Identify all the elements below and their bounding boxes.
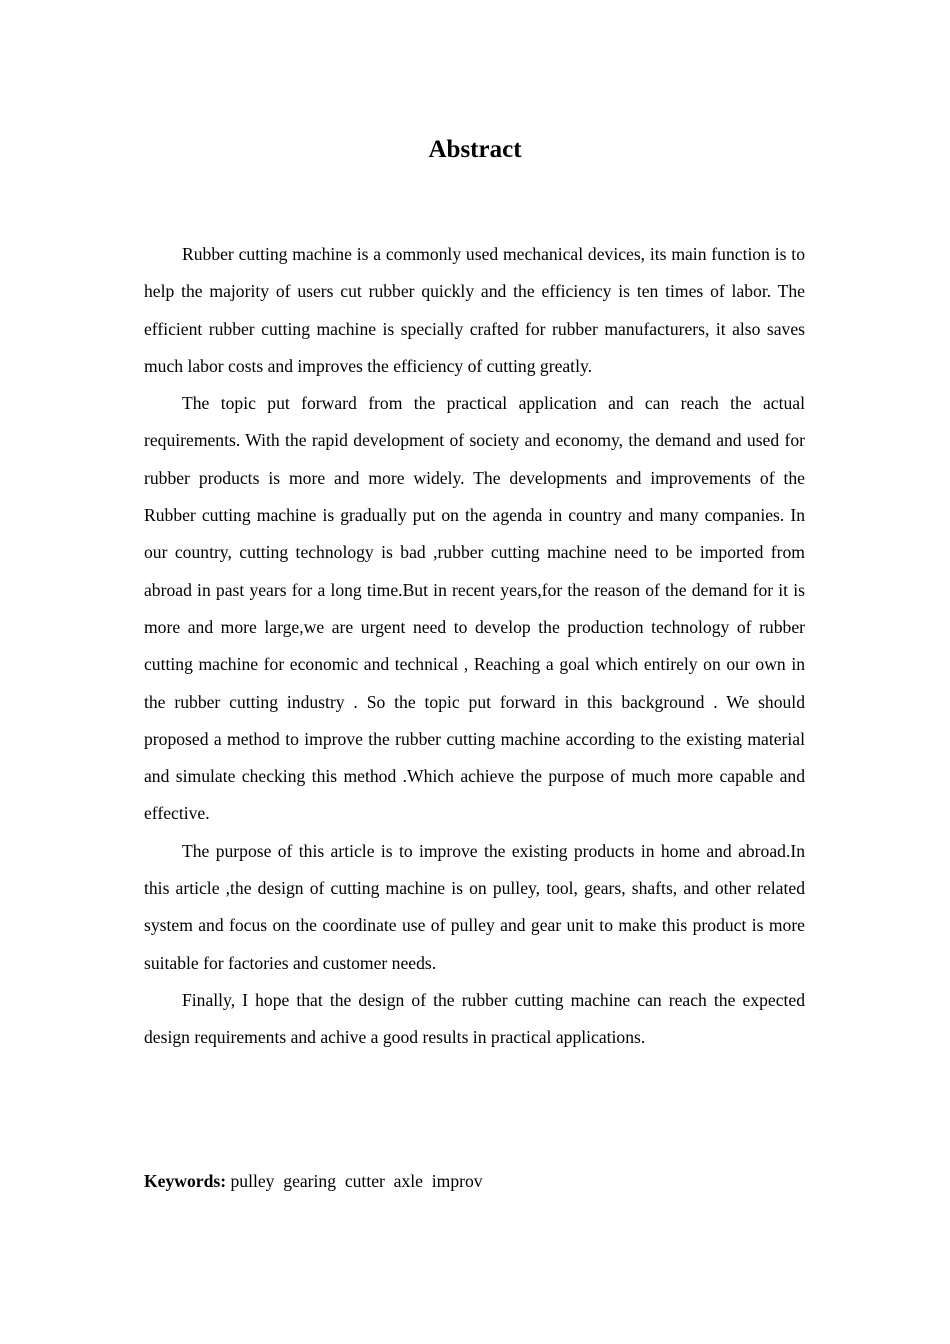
abstract-paragraph-4: Finally, I hope that the design of the rubber cutting machine can reach the expected design requirements and achive a good results in practical applications. — [144, 989, 805, 1048]
abstract-paragraph-1: Rubber cutting machine is a commonly used mechanical devices, its main function is to help the majority of users cut rubber quickly and the efficiency is ten times of labor. The efficient rubber cutting machine is specially crafted for rubber manufacturers, it also saves much labor costs and improves the efficiency of cutting greatly. — [144, 244, 805, 376]
abstract-title: Abstract — [428, 136, 522, 163]
abstract-paragraph-3: The purpose of this article is to improve the existing products in home and abroad.In this article ,the design of cutting machine is on pulley, tool, gears, shafts, and other related system and focus on the coordinate use of pulley and gear unit to make this product is more suitable for factories and customer needs. — [144, 840, 805, 973]
abstract-paragraph-2: The topic put forward from the practical application and can reach the actual requirements. With the rapid development of society and economy, the demand and used for rubber products is more and more widely. The developments and improvements of the Rubber cutting machine is gradually put on the agenda in country and many companies. In our country, cutting technology is bad ,rubber cutting machine need to be imported from abroad in past years for a long time.But in recent years,for the reason of the demand for it is more and more large,we are urgent need to develop the production technology of rubber cutting machine for economic and technical , Reaching a goal which entirely on our own in the rubber cutting industry . So the topic put forward in this background . We should proposed a method to improve the rubber cutting machine according to the existing material and simulate checking this method .Which achieve the purpose of much more capable and effective. — [144, 393, 805, 824]
keywords-label: Keywords: — [144, 1171, 227, 1191]
keywords-list: pulley gearing cutter axle improv — [230, 1171, 483, 1191]
abstract-body — [144, 236, 805, 1057]
keywords-line — [144, 1163, 805, 1200]
